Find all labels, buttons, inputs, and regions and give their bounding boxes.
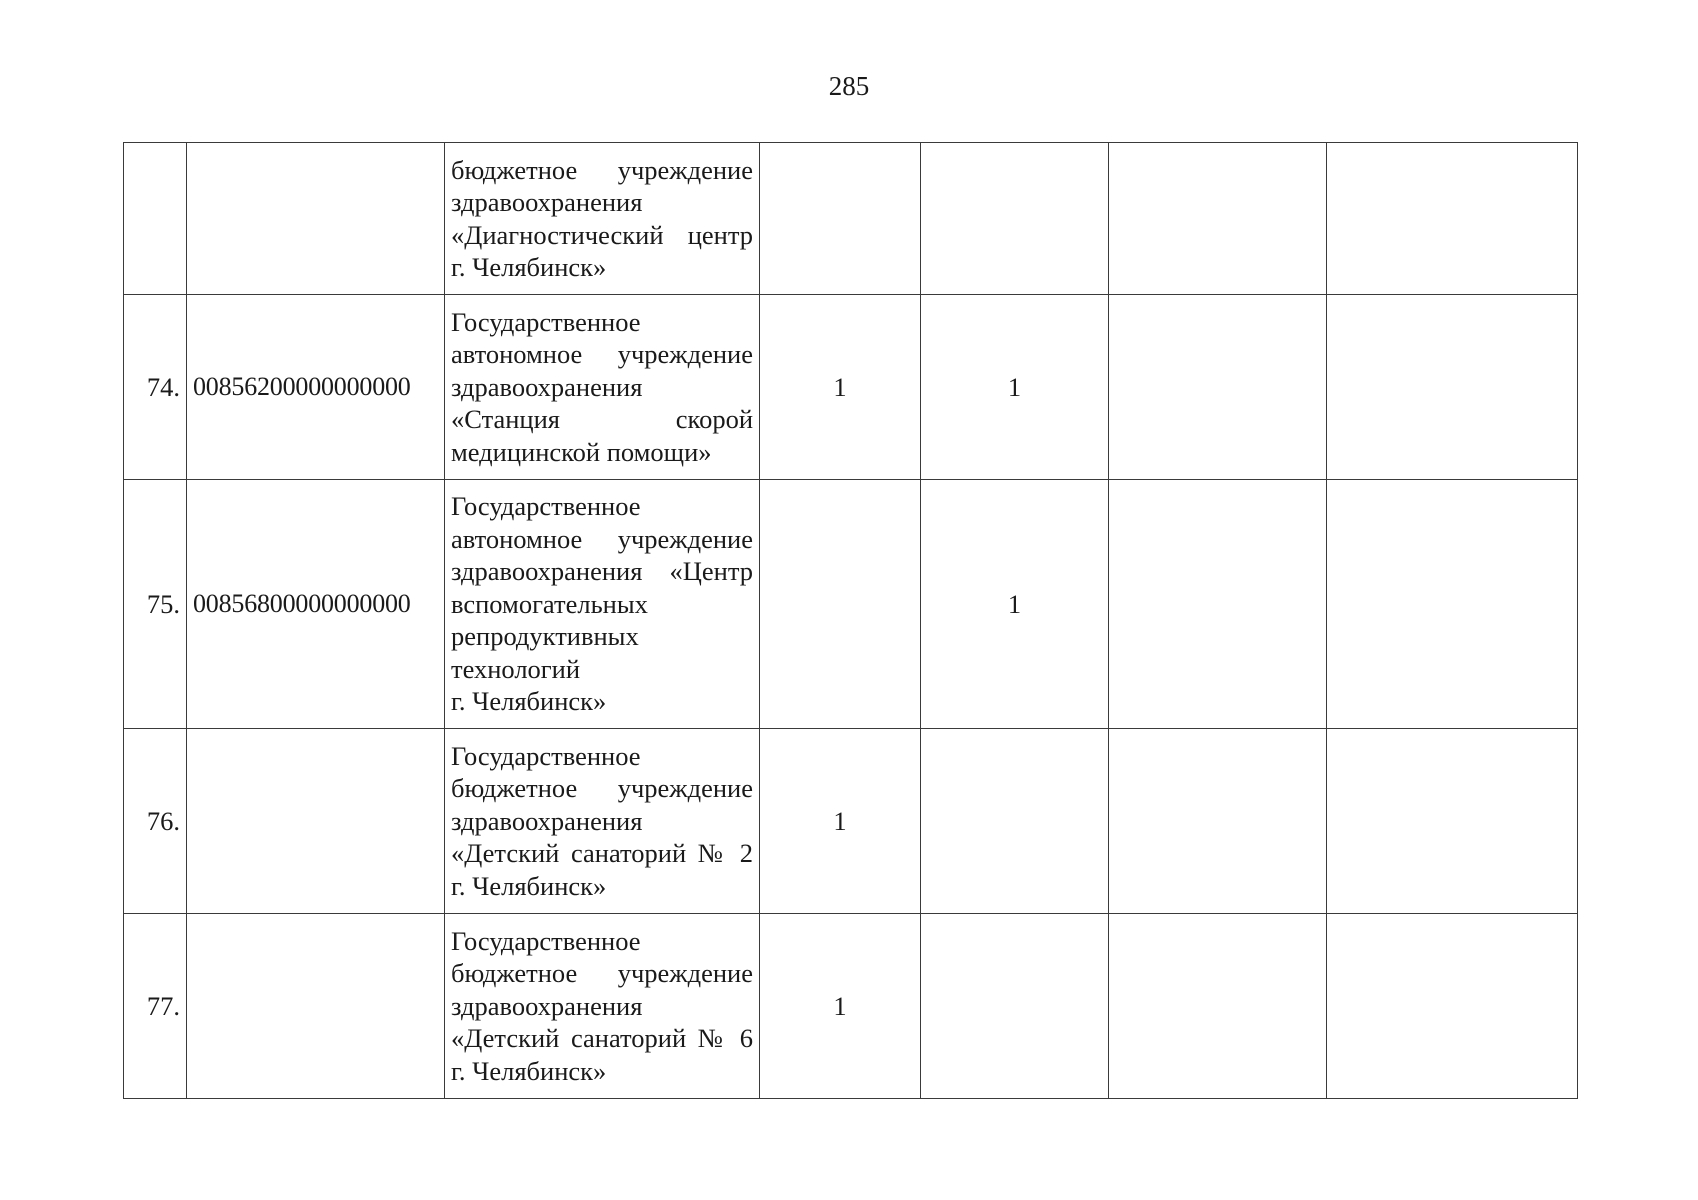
row-number: 75. [124, 480, 187, 729]
name-line: бюджетное учреждение [451, 773, 753, 804]
registry-table [123, 142, 1578, 1099]
name-line: здравоохранения [451, 187, 643, 217]
name-line: Государственное [451, 740, 641, 771]
name-line: репродуктивных [451, 621, 639, 652]
name-line: г. Челябинск» [451, 1055, 607, 1086]
table-row [124, 143, 1578, 295]
col4-value [760, 143, 921, 295]
page-number: 285 [828, 71, 870, 101]
col6-value [1109, 143, 1327, 295]
name-line: здравоохранения [451, 371, 643, 402]
row-number [124, 143, 187, 295]
col7-value [1327, 914, 1578, 1099]
col6-value [1109, 480, 1327, 729]
col7-value [1327, 729, 1578, 914]
col4-value: 1 [760, 729, 921, 914]
col5-value [921, 143, 1109, 295]
col7-value [1327, 295, 1578, 480]
row-number: 74. [124, 295, 187, 480]
institution-name [445, 480, 760, 729]
name-line: бюджетное учреждение [451, 958, 753, 989]
institution-name [445, 914, 760, 1099]
row-code: 00856800000000000 [187, 480, 445, 729]
name-line: г. Челябинск» [451, 252, 607, 282]
name-line: «Детский санаторий № 2 [451, 838, 753, 869]
col6-value [1109, 729, 1327, 914]
institution-name [445, 143, 760, 295]
name-line: вспомогательных [451, 588, 648, 619]
row-number: 77. [124, 914, 187, 1099]
name-line: Государственное [451, 306, 641, 337]
name-line: медицинской помощи» [451, 436, 712, 467]
col6-value [1109, 295, 1327, 480]
name-line: «Диагностический центр [451, 219, 753, 250]
name-line: Государственное [451, 925, 641, 956]
name-line: здравоохранения «Центр [451, 556, 753, 587]
name-line: «Детский санаторий № 6 [451, 1023, 753, 1054]
name-line: Государственное [451, 491, 641, 522]
table-row [124, 729, 1578, 914]
row-code: 00856200000000000 [187, 295, 445, 480]
row-number: 76. [124, 729, 187, 914]
col4-value: 1 [760, 295, 921, 480]
table-row [124, 295, 1578, 480]
institution-name [445, 295, 760, 480]
col5-value [921, 914, 1109, 1099]
col4-value [760, 480, 921, 729]
row-code [187, 143, 445, 295]
name-line: здравоохранения [451, 990, 643, 1021]
col7-value [1327, 143, 1578, 295]
name-line: автономное учреждение [451, 523, 753, 554]
name-line: г. Челябинск» [451, 870, 607, 901]
name-line: здравоохранения [451, 805, 643, 836]
name-line: автономное учреждение [451, 339, 753, 370]
row-code [187, 914, 445, 1099]
col5-value: 1 [921, 480, 1109, 729]
col4-value: 1 [760, 914, 921, 1099]
institution-name [445, 729, 760, 914]
col6-value [1109, 914, 1327, 1099]
table-row [124, 480, 1578, 729]
name-line: г. Челябинск» [451, 686, 607, 717]
col7-value [1327, 480, 1578, 729]
col5-value: 1 [921, 295, 1109, 480]
name-line: бюджетное учреждение [451, 154, 753, 185]
table-row [124, 914, 1578, 1099]
name-line: технологий [451, 653, 581, 684]
col5-value [921, 729, 1109, 914]
row-code [187, 729, 445, 914]
name-line: «Станция скорой [451, 404, 753, 435]
